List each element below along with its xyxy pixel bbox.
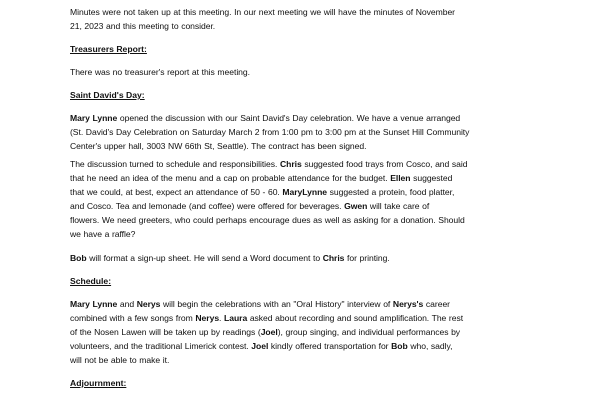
person-name: Nerys (136, 299, 161, 309)
text-run: suggested food trays from Cosco, and said (301, 159, 468, 169)
text-run: that we could, at best, expect an attendance of 50 - 60. (70, 187, 283, 197)
paragraph-line: we have a raffle? (70, 229, 136, 239)
paragraph-line: Center's upper hall, 3003 NW 66th St, Seattle). The contract has been signed. (70, 141, 367, 151)
text-run: career (423, 299, 450, 309)
treasurer-heading: Treasurers Report: (70, 44, 147, 54)
person-name: Nerys (195, 313, 220, 323)
text-run: will begin the celebrations with an "Oral History" interview of (160, 299, 393, 309)
paragraph-line (70, 339, 540, 353)
paragraph-line (70, 251, 540, 265)
person-name: Bob (391, 341, 408, 351)
paragraph-line (70, 297, 540, 311)
text-run: of the Nosen Lawen will be taken up by readings ( (70, 327, 261, 337)
paragraph-line: (St. David's Day Celebration on Saturday March 2 from 1:00 pm to 3:00 pm at the Sunset Hill Community (70, 127, 470, 137)
paragraph-line (70, 311, 540, 325)
paragraph-line: flowers. We need greeters, who could perhaps encourage dues as well as asking for a donation. Should (70, 215, 465, 225)
text-run: for printing. (344, 253, 390, 263)
person-name: Joel (251, 341, 269, 351)
schedule-paragraph (70, 297, 540, 367)
adjournment-heading: Adjournment: (70, 378, 127, 388)
text-run: ), group singing, and individual performances by (277, 327, 461, 337)
text-run: kindly offered transportation for (268, 341, 392, 351)
text-run: suggested a protein, food platter, (327, 187, 455, 197)
paragraph-line (70, 185, 540, 199)
saint-davids-paragraph-1 (70, 111, 540, 153)
schedule-heading: Schedule: (70, 276, 112, 286)
paragraph-line (70, 157, 540, 171)
paragraph-line (70, 199, 540, 213)
text-run: that he need an idea of the menu and a cap on probable attendance for the budget. (70, 173, 391, 183)
minutes-note-line-2: 21, 2023 and this meeting to consider. (70, 21, 216, 31)
person-name: Chris (322, 253, 345, 263)
person-name: Bob (70, 253, 87, 263)
treasurer-text (70, 65, 540, 79)
saint-davids-paragraph-3 (70, 251, 540, 265)
person-name: MaryLynne (282, 187, 328, 197)
text-run: and Cosco. Tea and lemonade (and coffee) were offered for beverages. (70, 201, 345, 211)
paragraph-line (70, 171, 540, 185)
paragraph-line (70, 325, 540, 339)
person-name: Mary Lynne (70, 113, 118, 123)
treasurer-text-line: There was no treasurer's report at this meeting. (70, 67, 250, 77)
person-name: Mary Lynne (70, 299, 118, 309)
paragraph-line (70, 111, 540, 125)
text-run: . (219, 313, 225, 323)
text-run: will format a sign-up sheet. He will send a Word document to (86, 253, 323, 263)
person-name: Gwen (344, 201, 368, 211)
text-run: opened the discussion with our Saint David's Day celebration. We have a venue arranged (117, 113, 461, 123)
paragraph-line: will not be able to make it. (70, 355, 170, 365)
text-run: and (117, 299, 137, 309)
text-run: The discussion turned to schedule and responsibilities. (70, 159, 280, 169)
minutes-note-line-1: Minutes were not taken up at this meeting. In our next meeting we will have the minutes of November (70, 7, 455, 17)
text-run: combined with a few songs from (70, 313, 196, 323)
text-run: volunteers, and the traditional Limerick contest. (70, 341, 252, 351)
minutes-note (70, 5, 540, 33)
text-run: suggested (410, 173, 453, 183)
person-name: Chris (279, 159, 302, 169)
text-run: who, sadly, (407, 341, 453, 351)
text-run: will take care of (367, 201, 430, 211)
person-name: Joel (260, 327, 278, 337)
person-name: Ellen (390, 173, 411, 183)
person-name: Laura (224, 313, 248, 323)
saint-davids-paragraph-2 (70, 157, 540, 241)
person-name: Nerys's (392, 299, 424, 309)
saint-davids-heading: Saint David's Day: (70, 90, 145, 100)
text-run: asked about recording and sound amplification. The rest (247, 313, 464, 323)
